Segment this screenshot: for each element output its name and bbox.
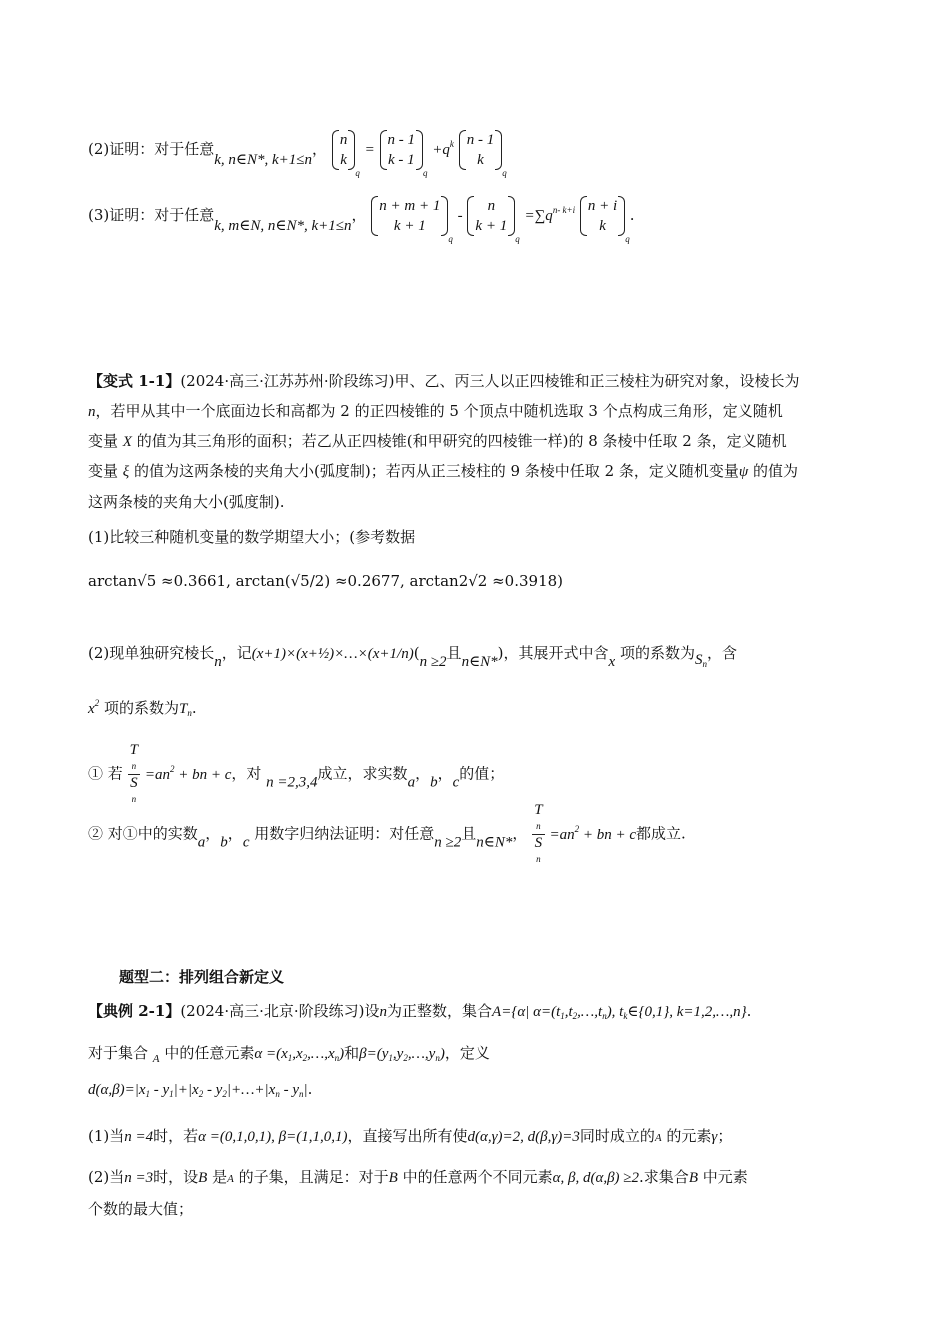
part3-condition: k, m∈N, n∈N*, k+1≤n <box>214 218 352 234</box>
var11-c1: ① 若 T n S n $=an^2$ + bn + c，对 n =2,3,4成立，求实数a，b，c的值； <box>88 742 505 804</box>
var11-q2: (2)现单独研究棱长n，记(x+1)×(x+½)×…×(x+1/n)(n ≥2且n∈N*)，其展开式中含x 项的系数为$S_n$，含 <box>88 644 738 670</box>
binom-nm1-k1: n + m + 1 k + 1 <box>371 196 448 236</box>
var11-c2: ② 对①中的实数a，b，c 用数字归纳法证明：对任意n ≥2且n∈N*， T n S n $=an^2$ + bn + c都成立. <box>88 802 686 864</box>
var11-line5: 这两条棱的夹角大小(弧度制). <box>88 493 285 511</box>
ex21-p2: (2)当n =3时，设B 是A 的子集，且满足：对于B 中的任意两个不同元素α, β, d(α,β) ≥2.求集合B 中元素 <box>88 1168 748 1186</box>
var11-line3: 变量 X 的值为其三角形的面积；若乙从正四棱锥(和甲研究的四棱锥一样)的 8 条棱中任取 2 条，定义随机 <box>88 432 787 450</box>
var11-reference-data: arctan√5 ≈0.3661, arctan(√5/2) ≈0.2677, arctan2√2 ≈0.3918) <box>88 572 564 590</box>
part2-condition: k, n∈N*, k+1≤n <box>214 152 313 168</box>
example-title: 【典例 2-1】 <box>88 1002 181 1020</box>
var11-q1: (1)比较三种随机变量的数学期望大小；(参考数据 <box>88 528 416 546</box>
section-heading: 题型二：排列组合新定义 <box>119 968 285 986</box>
ex21-line1: 【典例 2-1】(2024·高三·北京·阶段练习)设n为正整数，集合A={α| $\alpha=(t_1,t_2,\dots,t_n)$, $t_k\in\{0,1\}$, k=1,2,…,n}. <box>88 1002 752 1021</box>
var11-q2-line2: $x^2$ 项的系数为$T_n$. <box>88 698 197 718</box>
binom-n-k1: n k + 1 <box>467 196 515 236</box>
var11-line1: 【变式 1-1】(2024·高三·江苏苏州·阶段练习)甲、乙、丙三人以正四棱锥和正三棱柱为研究对象，设棱长为 <box>88 372 800 390</box>
part3-line: (3)证明：对于任意k, m∈N, n∈N*, k+1≤n， n + m + 1 k + 1 $_q$ - n k + 1 $_q =\sum q^{n- k+i}$ n + i k $_q$. <box>88 198 635 244</box>
var11-line4: 变量 ξ 的值为这两条棱的夹角大小(弧度制)；若丙从正三棱柱的 9 条棱中任取 2 条，定义随机变量ψ 的值为 <box>88 462 799 480</box>
part2-line: (2)证明：对于任意k, n∈N*, k+1≤n， n k $_q$ = n - 1 k - 1 $_q +q^k$ n - 1 k $_q$ <box>88 132 507 178</box>
var11-line2: n，若甲从其中一个底面边长和高都为 2 的正四棱锥的 5 个顶点中随机选取 3 个点构成三角形，定义随机 <box>88 402 783 420</box>
ex21-definition: $d(\alpha,\beta)=|x_1 - y_1|+|x_2$ - $y_2|+\dots+|x_n - y_n|$. <box>88 1080 313 1099</box>
binom-n1-k1: n - 1 k - 1 <box>380 130 424 170</box>
ex21-p1: (1)当n =4时，若α =(0,1,0,1), β=(1,1,0,1)，直接写出所有使d(α,γ)=2, d(β,γ)=3同时成立的A 的元素γ； <box>88 1127 733 1145</box>
binom-n-k: n k <box>332 130 356 170</box>
binom-ni-k: n + i k <box>580 196 625 236</box>
binom-n1-k: n - 1 k <box>459 130 503 170</box>
ex21-line2: 对于集合 $_A$ 中的任意元素$\alpha =(x_1,x_2,\dots,x_n)$和$\beta=(y_1,y_2,\dots,y_n)$，定义 <box>88 1044 490 1065</box>
ex21-p2-line2: 个数的最大值； <box>88 1200 194 1218</box>
variant-title: 【变式 1-1】 <box>88 372 181 390</box>
